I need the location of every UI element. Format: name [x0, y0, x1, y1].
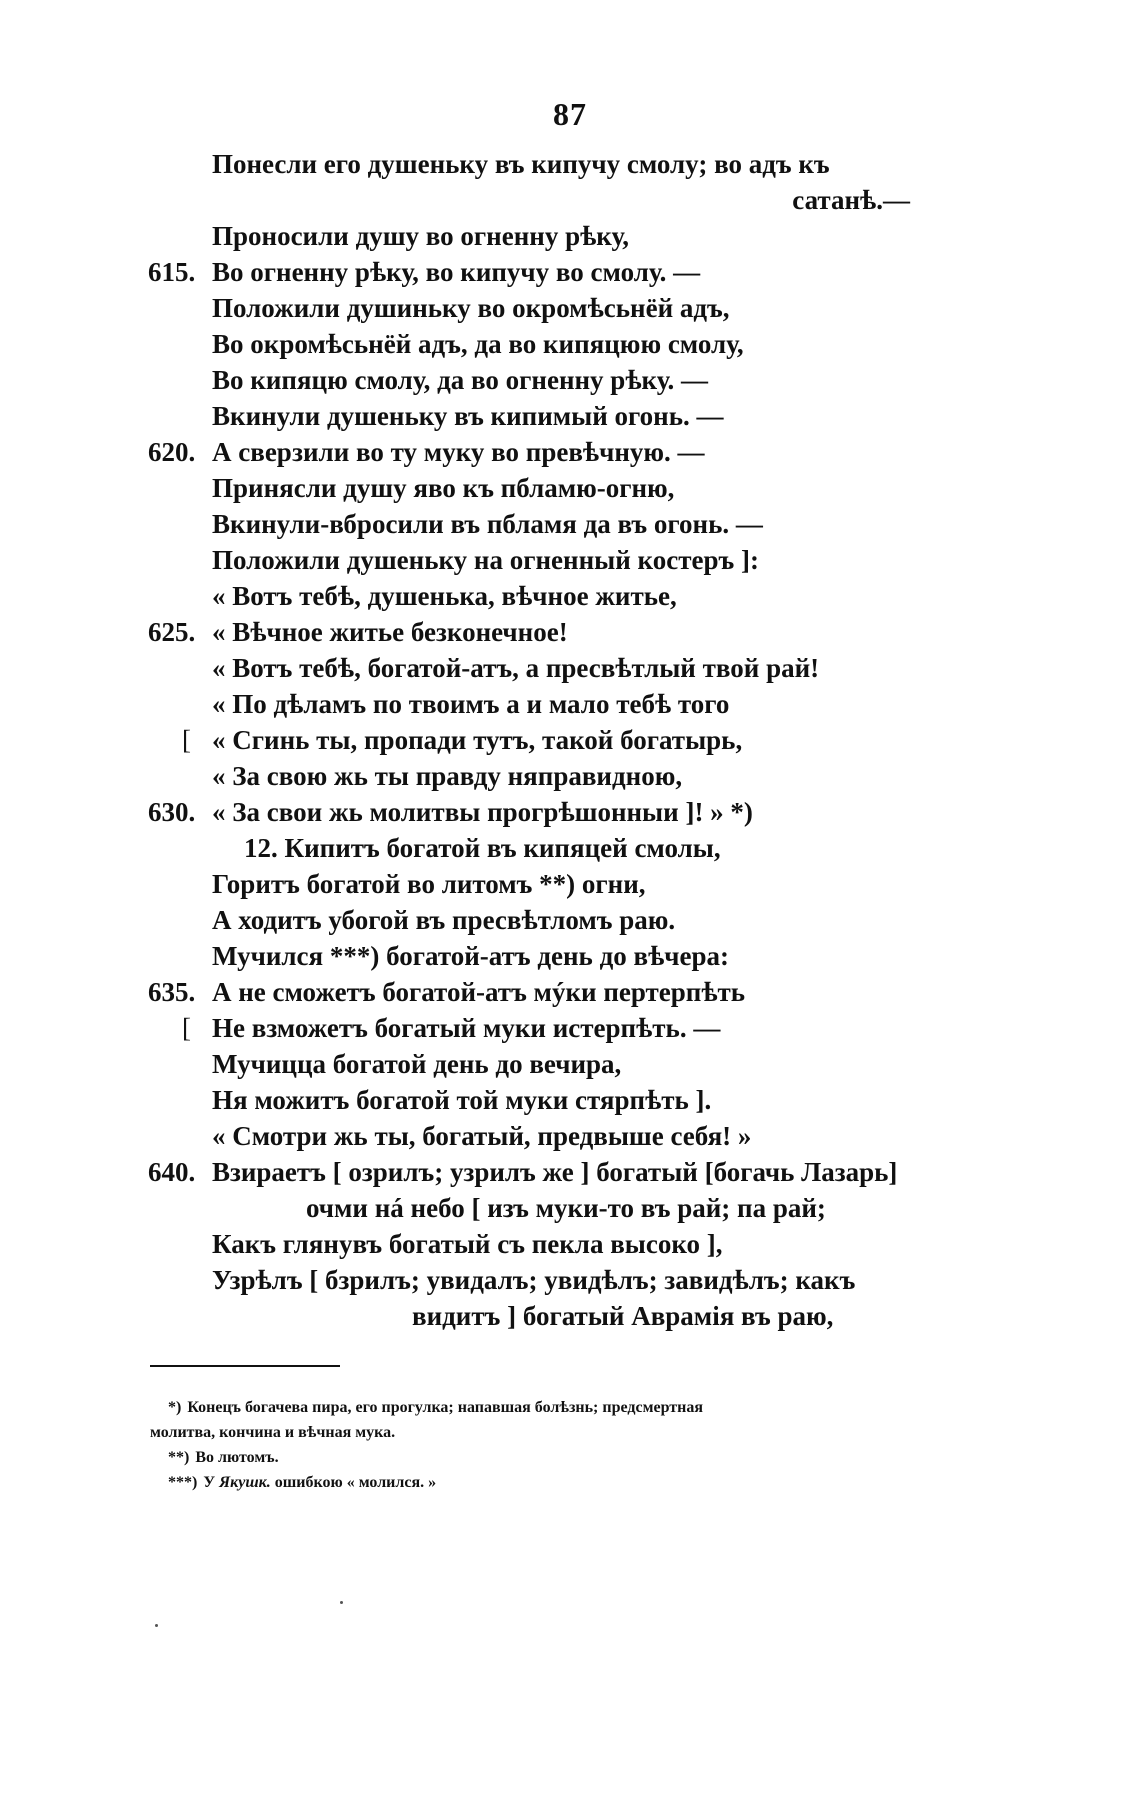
verse-line: [0, 470, 1140, 506]
verse-text: Горитъ богатой во литомъ **) огни,: [212, 869, 646, 899]
verse-line: [0, 146, 1140, 182]
verse-line: [0, 938, 1140, 974]
footnote-source-abbrev: Якушк.: [219, 1474, 271, 1491]
verse-text: А сверзили во ту муку во превѣчную. —: [212, 437, 705, 467]
verse-line: [0, 650, 1140, 686]
verse-line: [0, 614, 1140, 650]
verse-line: [0, 1046, 1140, 1082]
verse-line: [0, 902, 1140, 938]
verse-line: [0, 542, 1140, 578]
line-number: 630.: [148, 797, 196, 827]
verse-text: видитъ ] богатый Аврамія въ раю,: [412, 1301, 834, 1331]
verse-text: « Смотри жь ты, богатый, предвыше себя! »: [212, 1121, 752, 1151]
verse-line: [0, 1190, 1140, 1226]
verse-line: [0, 794, 1140, 830]
line-number: 620.: [148, 437, 196, 467]
verse-text: « Сгинь ты, пропади тутъ, такой богатырь,: [212, 725, 743, 755]
verse-line: [0, 326, 1140, 362]
verse-line: [0, 578, 1140, 614]
verse-text: Проносили душу во огненну рѣку,: [212, 221, 630, 251]
footnote-key: *): [168, 1399, 182, 1416]
verse-text: очми нá небо [ изъ муки-то въ рай; па рай;: [306, 1193, 826, 1223]
footnote-text: молитва, кончина и вѣчная мука.: [150, 1424, 396, 1441]
verse-text: А не сможетъ богатой-атъ мýки пертерпѣть: [212, 977, 746, 1007]
verse-text: Во огненну рѣку, во кипучу во смолу. —: [212, 257, 701, 287]
footnote-text-suffix: ошибкою « молился. »: [274, 1474, 437, 1491]
verse-text: 12. Кипитъ богатой въ кипяцей смолы,: [244, 833, 721, 863]
footnote-3: [150, 1470, 950, 1495]
verse-text: Не взможетъ богатый муки истерпѣть. —: [212, 1013, 721, 1043]
line-number: 615.: [148, 257, 196, 287]
verse-text: Мучицца богатой день до вечира,: [212, 1049, 622, 1079]
verse-text: « Вотъ тебѣ, душенька, вѣчное житье,: [212, 581, 677, 611]
poem-text: [0, 146, 1140, 1334]
verse-text: Положили душеньку на огненный костеръ ]:: [212, 545, 759, 575]
verse-text: Положили душиньку во окромѣсьнёй адъ,: [212, 293, 730, 323]
footnote-key: ***): [168, 1474, 198, 1491]
footnote-text-prefix: У: [203, 1474, 216, 1491]
footnote-text: Конецъ богачева пира, его прогулка; напавшая болѣзнь; предсмертная: [187, 1399, 703, 1416]
verse-line: [0, 1262, 1140, 1298]
verse-line: [0, 290, 1140, 326]
footnote-1: [150, 1395, 950, 1420]
line-number: 635.: [148, 977, 196, 1007]
verse-line: [0, 254, 1140, 290]
verse-line: [0, 1118, 1140, 1154]
footnote-1-continued: [150, 1420, 950, 1445]
verse-line: [0, 830, 1140, 866]
verse-line: [0, 1226, 1140, 1262]
verse-line: [0, 506, 1140, 542]
footnotes: [150, 1395, 950, 1495]
verse-text: Узрѣлъ [ бзрилъ; увидалъ; увидѣлъ; завидѣлъ; какъ: [212, 1265, 856, 1295]
verse-text: А ходитъ убогой въ пресвѣтломъ раю.: [212, 905, 676, 935]
verse-text: Во кипяцю смолу, да во огненну рѣку. —: [212, 365, 708, 395]
verse-text: Взираетъ [ озрилъ; узрилъ же ] богатый [богачь Лазарь]: [212, 1157, 898, 1187]
verse-line: [0, 182, 1140, 218]
footnote-divider: [150, 1365, 340, 1367]
footnote-key: **): [168, 1449, 190, 1466]
variant-bracket-mark: [: [182, 1013, 191, 1043]
verse-text: Какъ глянувъ богатый съ пекла высоко ],: [212, 1229, 723, 1259]
verse-line: [0, 1082, 1140, 1118]
verse-text: Во окромѣсьнёй адъ, да во кипяцюю смолу,: [212, 329, 744, 359]
verse-text: « За свои жь молитвы прогрѣшонныи ]! » *): [212, 797, 753, 827]
verse-text: « За свою жь ты правду няправидною,: [212, 761, 683, 791]
verse-line: [0, 1010, 1140, 1046]
footnote-text: Во лютомъ.: [195, 1449, 279, 1466]
verse-text: « По дѣламъ по твоимъ а и мало тебѣ того: [212, 689, 730, 719]
verse-line: [0, 218, 1140, 254]
verse-text: Мучился ***) богатой-атъ день до вѣчера:: [212, 941, 729, 971]
line-number: 640.: [148, 1157, 196, 1187]
verse-text: Ня можитъ богатой той муки стярпѣть ].: [212, 1085, 712, 1115]
verse-line: [0, 1154, 1140, 1190]
verse-line: [0, 362, 1140, 398]
footnote-2: [150, 1445, 950, 1470]
verse-line: [0, 974, 1140, 1010]
verse-line: [0, 398, 1140, 434]
verse-line: [0, 1298, 1140, 1334]
verse-line: [0, 758, 1140, 794]
verse-line: [0, 722, 1140, 758]
verse-line: [0, 866, 1140, 902]
verse-text: сатанѣ.—: [792, 185, 910, 215]
verse-text: « Вѣчное житье безконечное!: [212, 617, 568, 647]
verse-text: « Вотъ тебѣ, богатой-атъ, а пресвѣтлый твой рай!: [212, 653, 820, 683]
verse-line: [0, 434, 1140, 470]
verse-text: Принясли душу яво къ пбламю-огню,: [212, 473, 675, 503]
page-number: 87: [553, 96, 587, 132]
print-speck: [340, 1601, 343, 1604]
print-speck: [155, 1624, 158, 1627]
verse-text: Вкинули-вбросили въ пбламя да въ огонь. —: [212, 509, 763, 539]
line-number: 625.: [148, 617, 196, 647]
verse-text: Вкинули душеньку въ кипимый огонь. —: [212, 401, 724, 431]
variant-bracket-mark: [: [182, 725, 191, 755]
verse-line: [0, 686, 1140, 722]
verse-text: Понесли его душеньку въ кипучу смолу; во адъ къ: [212, 149, 830, 179]
